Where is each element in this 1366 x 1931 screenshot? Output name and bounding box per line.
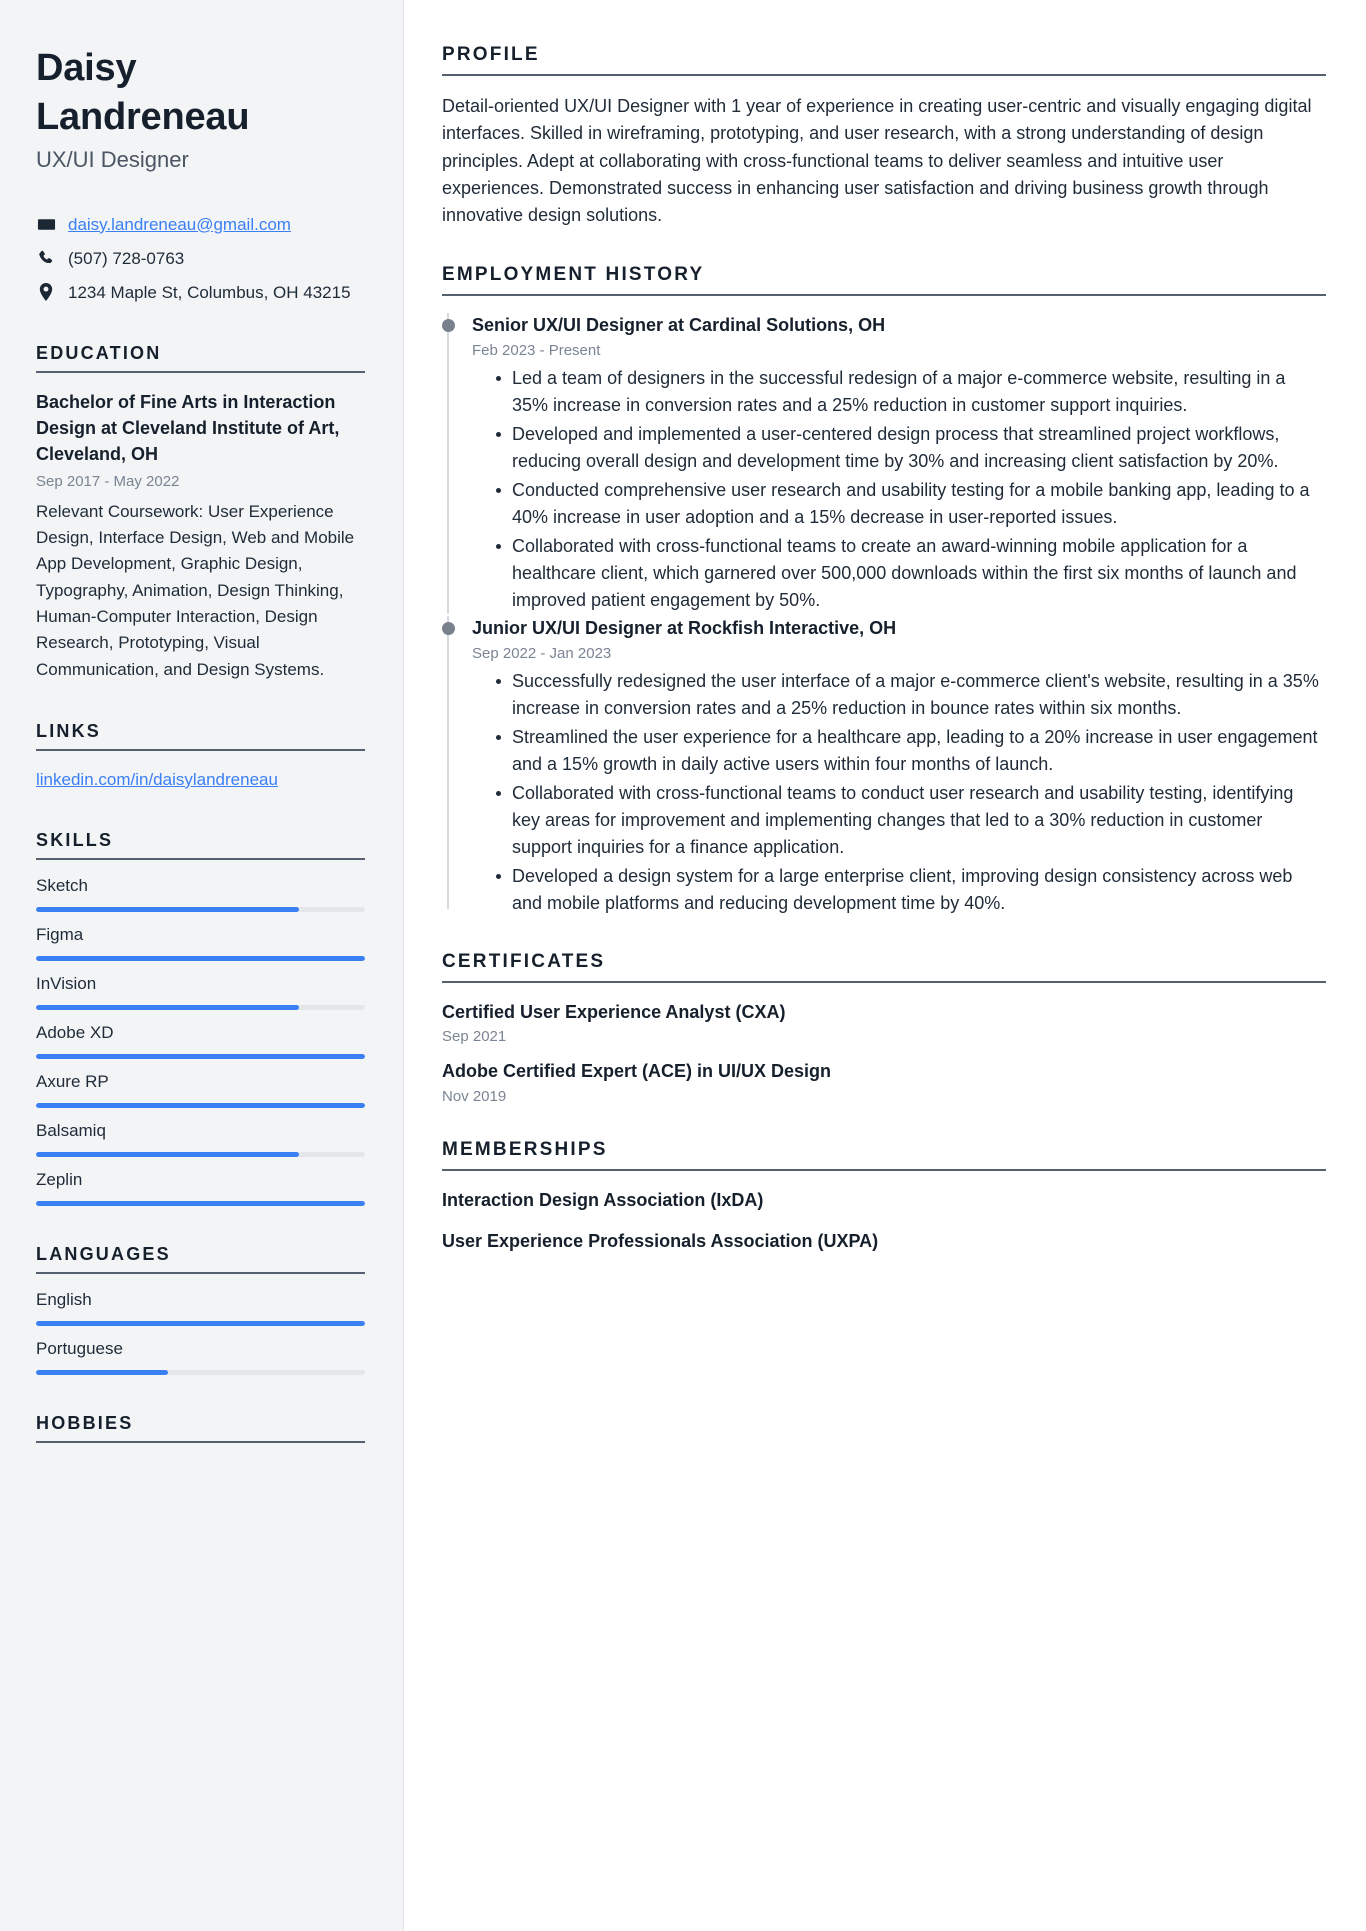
education-date: Sep 2017 - May 2022 xyxy=(36,472,180,490)
contact-row-address xyxy=(36,279,365,305)
section-memberships xyxy=(442,1139,1326,1254)
main-column xyxy=(404,0,1366,1931)
education-description: Relevant Coursework: User Experience Design, Interface Design, Web and Mobile App Development, Graphic Design, Typography, Animation, Design Thinking, Human-Computer Interaction, Design Research, Prototyping, Visual Communication, and Design Systems. xyxy=(36,501,355,679)
candidate-name-line2: Landreneau xyxy=(36,95,250,138)
education-degree: Bachelor of Fine Arts in Interaction Design at Cleveland Institute of Art, Cleveland, OH xyxy=(36,392,340,465)
employment-date: Sep 2022 - Jan 2023 xyxy=(472,645,612,663)
skill-label: InVision xyxy=(36,974,97,994)
employment-bullet: Successfully redesigned the user interface of a major e-commerce client's website, resulting in a 35% increase in conversion rates and a 25% reduction in bounce rates within six months. xyxy=(494,668,1326,722)
section-profile-divider xyxy=(442,74,1326,76)
phone-icon xyxy=(36,249,56,267)
section-memberships-title: MEMBERSHIPS xyxy=(442,1138,608,1160)
employment-bullet: Streamlined the user experience for a healthcare app, leading to a 20% increase in user engagement and a 15% growth in daily active users within four months of launch. xyxy=(494,724,1326,778)
skill-item xyxy=(36,876,365,912)
section-links-divider xyxy=(36,749,365,751)
employment-bullet-list xyxy=(472,365,1326,614)
section-links-title: LINKS xyxy=(36,720,101,741)
languages-list xyxy=(36,1290,365,1375)
language-item xyxy=(36,1339,365,1375)
section-languages-title: LANGUAGES xyxy=(36,1244,171,1265)
envelope-icon xyxy=(36,215,56,234)
language-level-fill xyxy=(36,1370,168,1375)
timeline-dot-icon xyxy=(442,319,455,332)
skill-level-track xyxy=(36,1054,365,1059)
language-label: Portuguese xyxy=(36,1339,123,1359)
skill-level-track xyxy=(36,956,365,961)
skill-item xyxy=(36,925,365,961)
section-hobbies-title: HOBBIES xyxy=(36,1413,134,1434)
contact-address-text: 1234 Maple St, Columbus, OH 43215 xyxy=(68,282,351,302)
section-links xyxy=(36,721,365,793)
language-level-track xyxy=(36,1321,365,1326)
employment-title: Junior UX/UI Designer at Rockfish Interactive, OH xyxy=(472,617,897,638)
employment-bullet: Developed a design system for a large enterprise client, improving design consistency across web and mobile platforms and reducing development time by 40%. xyxy=(494,863,1326,917)
timeline-line xyxy=(447,616,449,909)
section-skills-title: SKILLS xyxy=(36,830,114,851)
contact-phone-text: (507) 728-0763 xyxy=(68,248,185,268)
skill-label: Balsamiq xyxy=(36,1121,106,1141)
employment-bullet: Collaborated with cross-functional teams to conduct user research and usability testing, identifying key areas for improvement and implementing changes that led to a 30% reduction in customer support inquiries for a finance application. xyxy=(494,780,1326,861)
certificate-date: Sep 2021 xyxy=(442,1028,507,1046)
link-item-linkedin[interactable]: linkedin.com/in/daisylandreneau xyxy=(36,769,278,789)
employment-title: Senior UX/UI Designer at Cardinal Solutions, OH xyxy=(472,314,886,335)
candidate-job-title: UX/UI Designer xyxy=(36,147,189,173)
certificate-date: Nov 2019 xyxy=(442,1087,507,1105)
certificate-item xyxy=(442,1000,1326,1045)
section-employment-divider xyxy=(442,294,1326,296)
skill-level-fill xyxy=(36,956,365,961)
skill-level-fill xyxy=(36,1103,365,1108)
skill-level-track xyxy=(36,1103,365,1108)
employment-bullet: Conducted comprehensive user research and usability testing for a mobile banking app, leading to a 40% increase in user adoption and a 15% decrease in user-reported issues. xyxy=(494,477,1326,531)
skill-level-track xyxy=(36,1152,365,1157)
skill-level-fill xyxy=(36,1054,365,1059)
section-certificates-title: CERTIFICATES xyxy=(442,951,606,973)
candidate-name xyxy=(36,44,365,141)
section-skills xyxy=(36,830,365,1206)
language-label: English xyxy=(36,1290,92,1310)
section-memberships-divider xyxy=(442,1169,1326,1171)
certificate-title: Certified User Experience Analyst (CXA) xyxy=(442,1002,786,1023)
section-education xyxy=(36,343,365,683)
contact-row-phone xyxy=(36,245,365,271)
section-languages xyxy=(36,1244,365,1375)
jobs-list xyxy=(442,313,1326,917)
section-employment-title: EMPLOYMENT HISTORY xyxy=(442,263,705,285)
membership-item: Interaction Design Association (IxDA) xyxy=(442,1189,764,1210)
employment-entry xyxy=(442,616,1326,917)
skill-item xyxy=(36,1121,365,1157)
skill-level-fill xyxy=(36,907,299,912)
skill-level-fill xyxy=(36,1005,299,1010)
candidate-name-line1: Daisy xyxy=(36,47,137,89)
section-hobbies-divider xyxy=(36,1441,365,1443)
certificates-list xyxy=(442,1000,1326,1104)
skill-level-fill xyxy=(36,1152,299,1157)
section-certificates-divider xyxy=(442,981,1326,983)
section-certificates xyxy=(442,951,1326,1104)
section-education-divider xyxy=(36,371,365,373)
section-languages-divider xyxy=(36,1272,365,1274)
skill-level-track xyxy=(36,1201,365,1206)
certificate-item xyxy=(442,1059,1326,1104)
section-employment-history xyxy=(442,264,1326,917)
employment-bullet: Collaborated with cross-functional teams to create an award-winning mobile application for a healthcare client, which garnered over 500,000 downloads within the first six months of launch and improved patient engagement by 50%. xyxy=(494,533,1326,614)
section-skills-divider xyxy=(36,858,365,860)
location-pin-icon xyxy=(36,283,56,302)
section-hobbies xyxy=(36,1413,365,1443)
contact-list xyxy=(36,211,365,305)
section-education-title: EDUCATION xyxy=(36,343,162,364)
skill-level-track xyxy=(36,1005,365,1010)
skill-label: Figma xyxy=(36,925,84,945)
skill-level-track xyxy=(36,907,365,912)
timeline-line xyxy=(447,313,449,614)
section-profile-title: PROFILE xyxy=(442,44,540,65)
skill-item xyxy=(36,1170,365,1206)
skill-label: Sketch xyxy=(36,876,88,896)
contact-email-text[interactable]: daisy.landreneau@gmail.com xyxy=(68,214,291,234)
employment-entry xyxy=(442,313,1326,614)
memberships-list xyxy=(442,1188,1326,1254)
skill-item xyxy=(36,1023,365,1059)
profile-text: Detail-oriented UX/UI Designer with 1 year of experience in creating user-centric and visually engaging digital interfaces. Skilled in wireframing, prototyping, and user research, with a strong understanding of design principles. Adept at collaborating with cross-functional teams to deliver seamless and intuitive user experiences. Demonstrated success in enhancing user satisfaction and driving business growth through innovative design solutions. xyxy=(442,96,1312,226)
certificate-title: Adobe Certified Expert (ACE) in UI/UX Design xyxy=(442,1061,832,1082)
section-profile xyxy=(442,44,1326,230)
sidebar xyxy=(0,0,404,1931)
employment-bullet: Led a team of designers in the successful redesign of a major e-commerce website, resulting in a 35% increase in conversion rates and a 25% reduction in customer support inquiries. xyxy=(494,365,1326,419)
timeline-dot-icon xyxy=(442,622,455,635)
employment-bullet-list xyxy=(472,668,1326,917)
membership-item: User Experience Professionals Association (UXPA) xyxy=(442,1230,879,1251)
language-item xyxy=(36,1290,365,1326)
skill-label: Axure RP xyxy=(36,1072,109,1092)
employment-date: Feb 2023 - Present xyxy=(472,341,601,359)
skill-item xyxy=(36,974,365,1010)
skills-list xyxy=(36,876,365,1206)
skill-label: Zeplin xyxy=(36,1170,83,1190)
language-level-track xyxy=(36,1370,365,1375)
skill-level-fill xyxy=(36,1201,365,1206)
skill-label: Adobe XD xyxy=(36,1023,114,1043)
contact-row-email[interactable] xyxy=(36,211,365,237)
language-level-fill xyxy=(36,1321,365,1326)
employment-bullet: Developed and implemented a user-centered design process that streamlined project workflows, reducing overall design and development time by 30% and increasing client satisfaction by 20%. xyxy=(494,421,1326,475)
skill-item xyxy=(36,1072,365,1108)
